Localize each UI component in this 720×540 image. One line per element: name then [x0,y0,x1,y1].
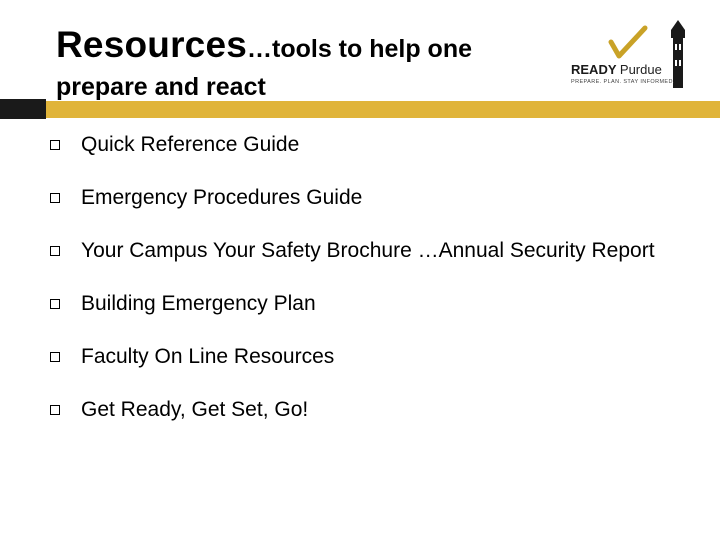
square-bullet-icon [50,246,60,256]
list-item [50,289,700,318]
list-item-text: Your Campus Your Safety Brochure …Annual Security Report [81,239,655,262]
list-item [50,236,700,265]
title-rule-dark [0,99,46,119]
list-item [50,183,700,212]
slide-title [56,24,472,66]
logo-word-purdue: Purdue [619,62,662,77]
title-rule-gold [46,101,720,118]
square-bullet-icon [50,193,60,203]
resource-list [50,130,700,448]
bell-tower-icon [671,20,685,88]
slide-title-main: Resources [56,24,248,65]
list-item [50,342,700,371]
logo-tagline: PREPARE. PLAN. STAY INFORMED. [571,79,675,85]
ready-purdue-logo [567,16,691,90]
list-item [50,130,700,159]
list-item-text: Faculty On Line Resources [81,345,335,368]
list-item-text: Emergency Procedures Guide [81,186,363,209]
list-item-text: Building Emergency Plan [81,292,316,315]
checkmark-stroke [611,28,645,56]
square-bullet-icon [50,299,60,309]
list-item [50,395,700,424]
logo-word-ready: READY [571,62,617,77]
list-item-text: Get Ready, Get Set, Go! [81,398,309,421]
list-item-text: Quick Reference Guide [81,133,300,156]
logo-wordmark [571,62,662,77]
square-bullet-icon [50,140,60,150]
square-bullet-icon [50,405,60,415]
slide-title-rest: …tools to help one [247,35,473,63]
square-bullet-icon [50,352,60,362]
slide-title-line2: prepare and react [56,73,266,101]
